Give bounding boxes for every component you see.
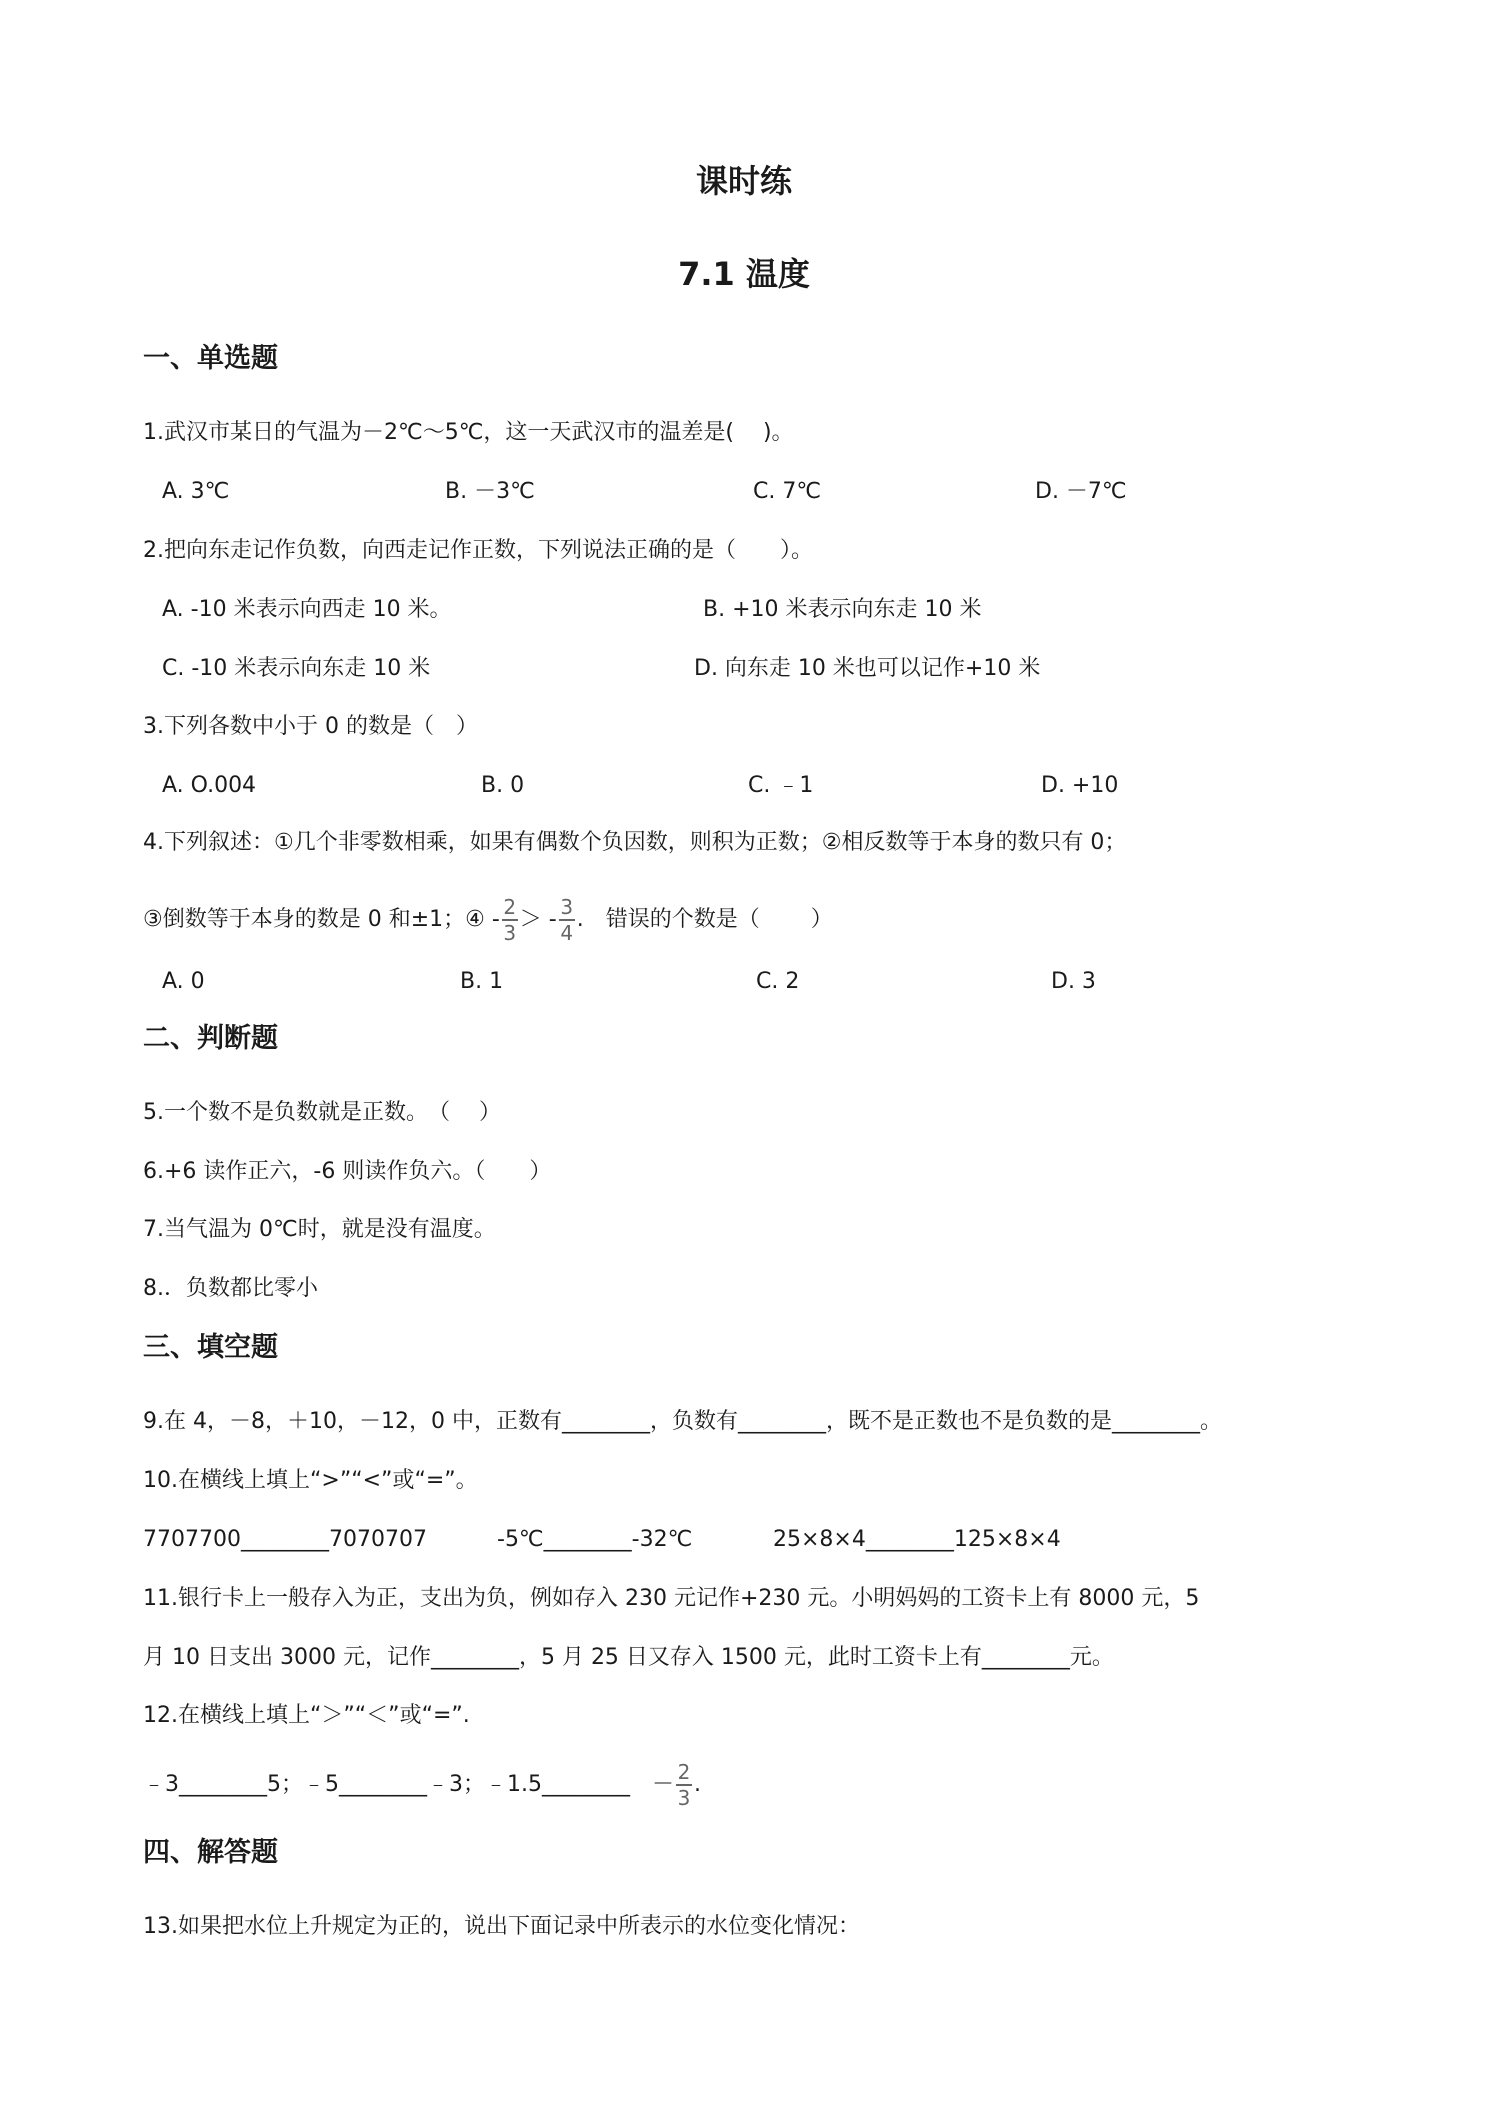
question-6: 6.+6 读作正六，-6 则读作负六。（ ） <box>143 1159 552 1184</box>
section-heading-answer: 四、解答题 <box>143 1837 278 1868</box>
question-1: 1.武汉市某日的气温为－2℃～5℃，这一天武汉市的温差是( )。 <box>143 420 794 445</box>
question-8: 8.．负数都比零小 <box>143 1276 318 1301</box>
question-10: 10.在横线上填上“>”“<”或“=”。 <box>143 1468 478 1493</box>
q4-text-start: ③倒数等于本身的数是 0 和±1；④ - <box>143 907 500 932</box>
q12-expression-tail: . <box>693 1772 701 1797</box>
q4-option-a: A. 0 <box>162 969 205 994</box>
q10-item-3: 25×8×4________125×8×4 <box>773 1527 1061 1552</box>
q4-comparison: ＞ - <box>519 907 557 932</box>
q4-option-c: C. 2 <box>756 969 800 994</box>
q3-option-d: D. +10 <box>1041 773 1119 798</box>
question-12: 12.在横线上填上“＞”“＜”或“=”. <box>143 1703 470 1728</box>
q12-expression-text: ﹣3________5；﹣5________﹣3；﹣1.5________ － <box>143 1772 674 1797</box>
q2-option-d: D. 向东走 10 米也可以记作+10 米 <box>694 656 1041 681</box>
question-2: 2.把向东走记作负数，向西走记作正数，下列说法正确的是（ ）。 <box>143 538 813 563</box>
section-heading-true-false: 二、判断题 <box>143 1023 278 1054</box>
q2-option-a: A. -10 米表示向西走 10 米。 <box>162 597 452 622</box>
q12-expression <box>143 1760 701 1810</box>
q10-item-1: 7707700________7070707 <box>143 1527 427 1552</box>
q1-option-a: A. 3℃ <box>162 479 230 504</box>
question-4-line-1: 4.下列叙述：①几个非零数相乘，如果有偶数个负因数，则积为正数；②相反数等于本身的数只有 0； <box>143 830 1127 855</box>
question-13: 13.如果把水位上升规定为正的，说出下面记录中所表示的水位变化情况： <box>143 1914 860 1939</box>
q10-item-2: -5℃________-32℃ <box>497 1527 693 1552</box>
q12-fraction-two-thirds: $\frac{2}{3}$ <box>677 1760 691 1810</box>
q1-option-d: D. －7℃ <box>1035 479 1127 504</box>
q4-option-b: B. 1 <box>460 969 504 994</box>
q1-option-c: C. 7℃ <box>753 479 822 504</box>
q1-option-b: B. －3℃ <box>445 479 535 504</box>
question-11-line-2: 月 10 日支出 3000 元，记作________，5 月 25 日又存入 1500 元，此时工资卡上有________元。 <box>143 1645 1114 1670</box>
q4-fraction-two-thirds: $\frac{2}{3}$ <box>503 895 517 945</box>
page-title: 课时练 <box>695 162 792 200</box>
q3-option-b: B. 0 <box>481 773 525 798</box>
q4-option-d: D. 3 <box>1051 969 1096 994</box>
question-5: 5.一个数不是负数就是正数。 （ ） <box>143 1100 501 1125</box>
q3-option-a: A. O.004 <box>162 773 257 798</box>
question-11-line-1: 11.银行卡上一般存入为正，支出为负，例如存入 230 元记作+230 元。小明妈妈的工资卡上有 8000 元，5 <box>143 1586 1200 1611</box>
question-4-line-2 <box>143 895 833 945</box>
question-7: 7.当气温为 0℃时，就是没有温度。 <box>143 1217 496 1242</box>
question-3: 3.下列各数中小于 0 的数是（ ） <box>143 714 478 739</box>
q4-fraction-three-quarters: $\frac{3}{4}$ <box>560 895 574 945</box>
q4-text-end: . 错误的个数是（ ） <box>576 907 833 932</box>
page-subtitle: 7.1 温度 <box>678 255 810 293</box>
q2-option-b: B. +10 米表示向东走 10 米 <box>703 597 982 622</box>
q3-option-c: C. ﹣1 <box>748 773 814 798</box>
question-9: 9.在 4，－8，＋10，－12，0 中，正数有________，负数有________，既不是正数也不是负数的是________。 <box>143 1409 1222 1434</box>
section-heading-fill-in: 三、填空题 <box>143 1332 278 1363</box>
q2-option-c: C. -10 米表示向东走 10 米 <box>162 656 431 681</box>
section-heading-single-choice: 一、单选题 <box>143 343 278 374</box>
